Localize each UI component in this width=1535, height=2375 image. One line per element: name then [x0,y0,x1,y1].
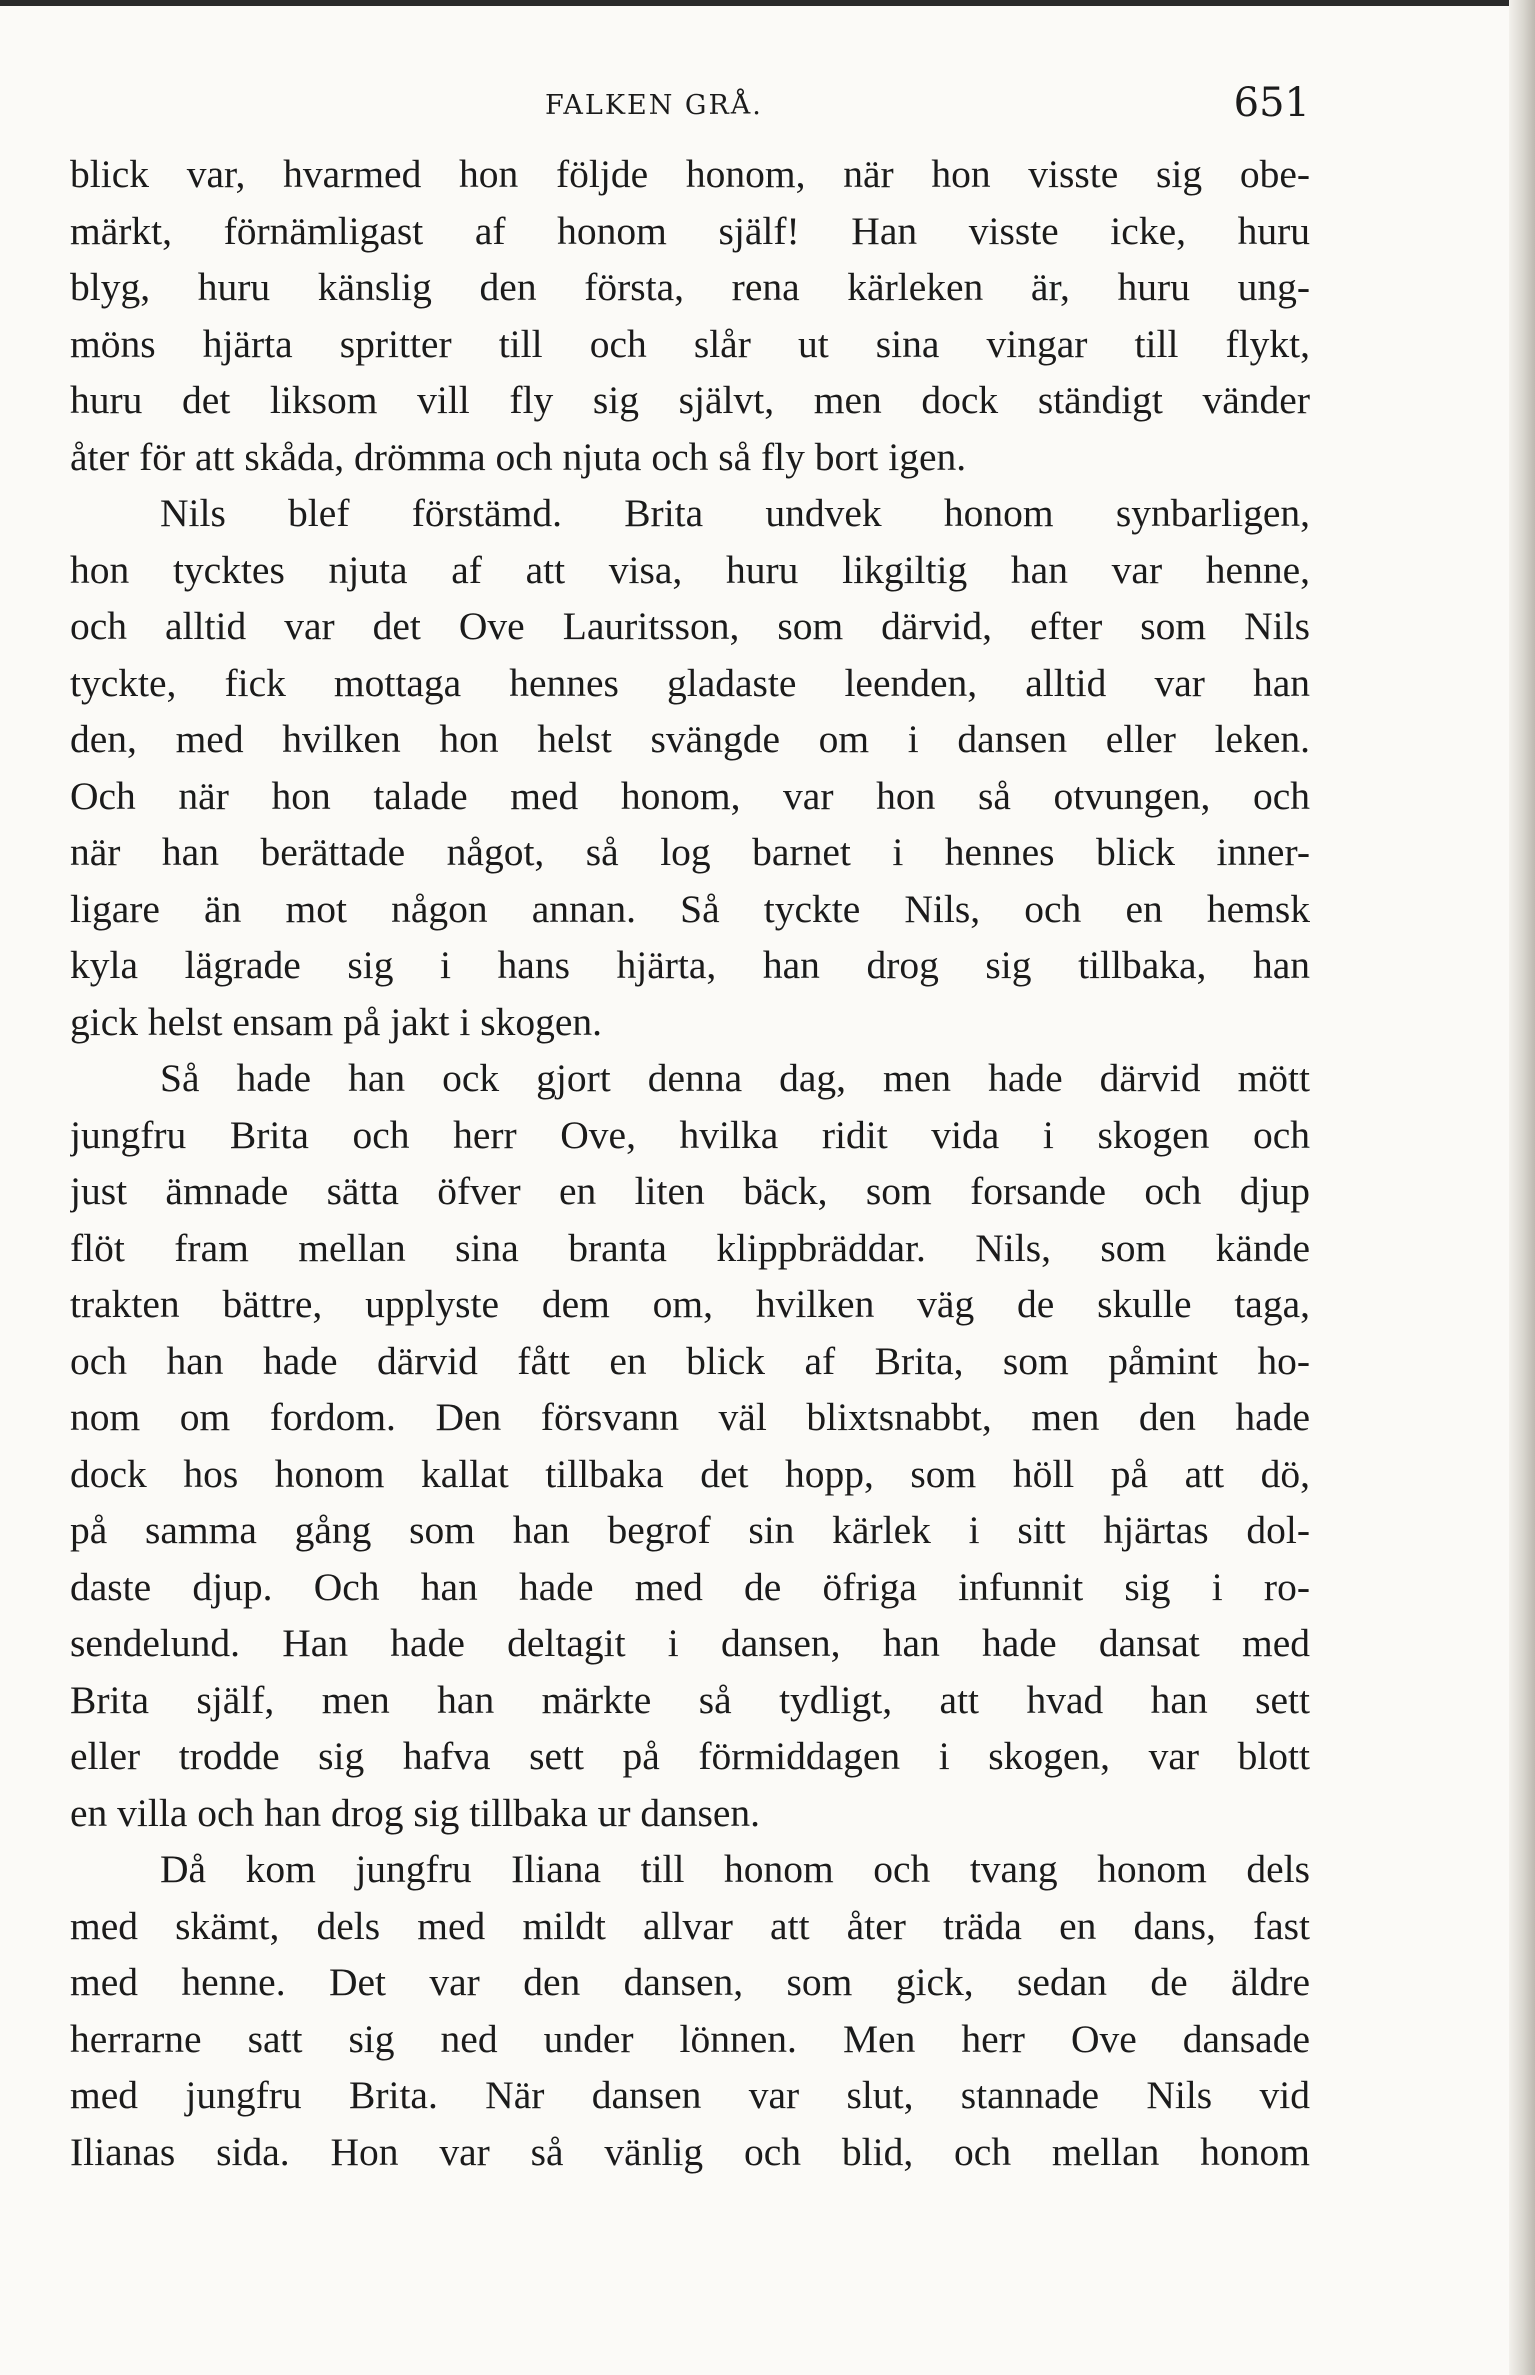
text-line: Så hade han ock gjort denna dag, men hade därvid mött [160,1056,1310,1100]
text-line: den, med hvilken hon helst svängde om i dansen eller leken. [70,717,1310,761]
text-line: trakten bättre, upplyste dem om, hvilken väg de skulle taga, [70,1282,1310,1326]
text-line: daste djup. Och han hade med de öfriga infunnit sig i ro- [70,1564,1310,1609]
text-line: ligare än mot någon annan. Så tyckte Nils, och en hemsk [70,886,1310,931]
text-line: märkt, förnämligast af honom själf! Han visste icke, huru [70,208,1310,253]
text-line: Då kom jungfru Iliana till honom och tvang honom dels [160,1847,1310,1891]
text-line: med skämt, dels med mildt allvar att åter träda en dans, fast [70,1903,1310,1948]
text-line: blick var, hvarmed hon följde honom, när hon visste sig obe- [70,152,1310,196]
body-text [70,146,1310,2180]
text-line: möns hjärta spritter till och slår ut sina vingar till flykt, [70,321,1310,366]
running-head: FALKEN GRÅ. [545,90,763,121]
text-line: åter för att skåda, drömma och njuta och så fly bort igen. [70,434,967,479]
text-line: när han berättade något, så log barnet i hennes blick inner- [70,830,1310,874]
text-line: och han hade därvid fått en blick af Brita, som påmint ho- [70,1338,1310,1383]
text-line: dock hos honom kallat tillbaka det hopp, som höll på att dö, [70,1451,1310,1496]
page-right-edge [1509,0,1535,2375]
text-line: just ämnade sätta öfver en liten bäck, som forsande och djup [70,1169,1310,1213]
text-line: Nils blef förstämd. Brita undvek honom synbarligen, [160,491,1310,535]
page-number: 651 [1233,80,1310,126]
text-line: nom om fordom. Den försvann väl blixtsnabbt, men den hade [70,1395,1310,1439]
text-line: hon tycktes njuta af att visa, huru likgiltig han var henne, [70,547,1310,592]
text-line: på samma gång som han begrof sin kärlek i sitt hjärtas dol- [70,1508,1310,1552]
text-line: och alltid var det Ove Lauritsson, som därvid, efter som Nils [70,604,1310,648]
text-line: en villa och han drog sig tillbaka ur dansen. [70,1790,760,1835]
text-line: Ilianas sida. Hon var så vänlig och blid, och mellan honom [70,2129,1310,2174]
text-line: gick helst ensam på jakt i skogen. [70,999,603,1044]
text-line: herrarne satt sig ned under lönnen. Men herr Ove dansade [70,2016,1310,2061]
text-line: tyckte, fick mottaga hennes gladaste leenden, alltid var han [70,660,1310,705]
text-line: Och när hon talade med honom, var hon så otvungen, och [70,773,1310,818]
text-line: huru det liksom vill fly sig självt, men dock ständigt vänder [70,378,1310,422]
text-line: flöt fram mellan sina branta klippbräddar. Nils, som kände [70,1225,1310,1270]
text-line: sendelund. Han hade deltagit i dansen, han hade dansat med [70,1621,1310,1665]
page-top-edge [0,0,1535,6]
text-line: med henne. Det var den dansen, som gick, sedan de äldre [70,1960,1310,2004]
text-line: eller trodde sig hafva sett på förmiddagen i skogen, var blott [70,1734,1310,1778]
text-line: jungfru Brita och herr Ove, hvilka ridit vida i skogen och [70,1112,1310,1157]
text-line: Brita själf, men han märkte så tydligt, att hvad han sett [70,1677,1310,1722]
text-line: kyla lägrade sig i hans hjärta, han drog sig tillbaka, han [70,943,1310,987]
text-line: med jungfru Brita. När dansen var slut, stannade Nils vid [70,2073,1310,2117]
page-header [70,80,1310,140]
text-line: blyg, huru känslig den första, rena kärleken är, huru ung- [70,265,1310,309]
